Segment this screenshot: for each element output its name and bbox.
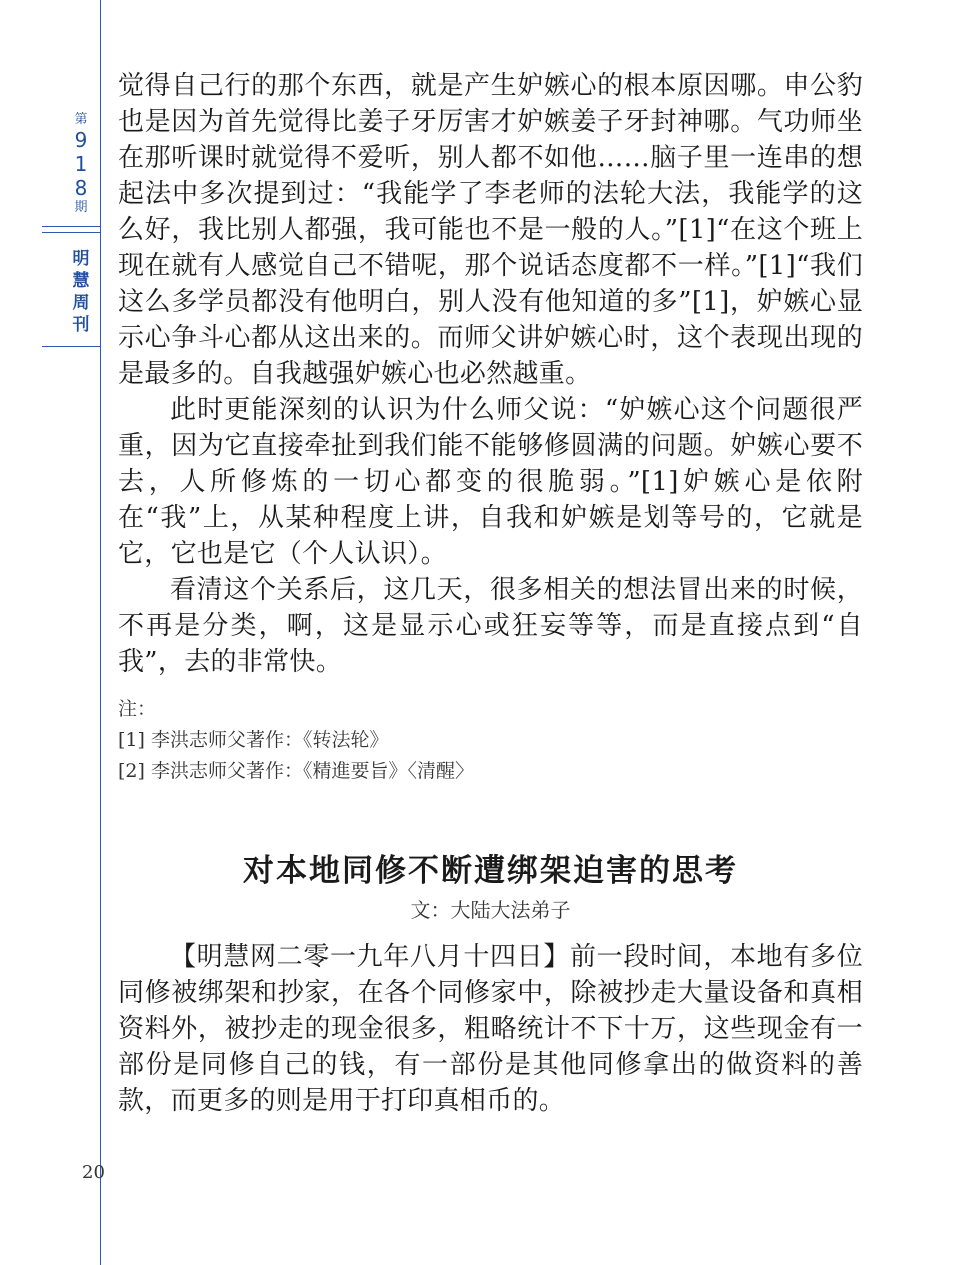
issue-digit: 9 bbox=[74, 128, 88, 152]
page-content bbox=[118, 68, 863, 1119]
magazine-char: 刊 bbox=[72, 315, 90, 335]
footnotes bbox=[118, 694, 863, 787]
page-number: 20 bbox=[82, 1162, 105, 1183]
issue-prefix: 第 bbox=[74, 112, 88, 127]
article-title: 对本地同修不断遭绑架迫害的思考 bbox=[243, 853, 738, 889]
footnote-item: [1] 李洪志师父著作：《转法轮》 bbox=[118, 729, 389, 751]
magazine-char: 明 bbox=[72, 249, 90, 269]
issue-digit: 8 bbox=[74, 176, 88, 200]
sidebar-rule-top bbox=[42, 226, 100, 227]
magazine-char: 慧 bbox=[72, 271, 90, 291]
body-paragraph: 此时更能深刻的认识为什么师父说：“妒嫉心这个问题很严重，因为它直接牵扯到我们能不能够修圆满的问题。妒嫉心要不去，人所修炼的一切心都变的很脆弱。”[1]妒嫉心是依附在“我”上，从某种程度上讲，自我和妒嫉是划等号的，它就是它，它也是它（个人认识）。 bbox=[118, 395, 863, 569]
issue-number bbox=[60, 112, 102, 216]
sidebar-rule-lower bbox=[42, 346, 100, 347]
issue-suffix: 期 bbox=[74, 200, 88, 215]
magazine-char: 周 bbox=[72, 293, 90, 313]
body-paragraph: 看清这个关系后，这几天，很多相关的想法冒出来的时候，不再是分类，啊，这是显示心或狂妄等等，而是直接点到“自我”，去的非常快。 bbox=[118, 575, 863, 677]
article-byline: 文：大陆大法弟子 bbox=[410, 898, 571, 922]
body-paragraph: 觉得自己行的那个东西，就是产生妒嫉心的根本原因哪。申公豹也是因为首先觉得比姜子牙厉害才妒嫉姜子牙封神哪。气功师坐在那听课时就觉得不爱听，别人都不如他……脑子里一连串的想起法中多次提到过：“我能学了李老师的法轮大法，我能学的这么好，我比别人都强，我可能也不是一般的人。”[1]“在这个班上现在就有人感觉自己不错呢，那个说话态度都不一样。”[1]“我们这么多学员都没有他明白，别人没有他知道的多”[1]，妒嫉心显示心争斗心都从这出来的。而师父讲妒嫉心时，这个表现出现的是最多的。自我越强妒嫉心也必然越重。 bbox=[118, 71, 863, 389]
footnote-item: [2] 李洪志师父著作：《精進要旨》〈清醒〉 bbox=[118, 760, 474, 782]
article-paragraph: 【明慧网二零一九年八月十四日】前一段时间，本地有多位同修被绑架和抄家，在各个同修家中，除被抄走大量设备和真相资料外，被抄走的现金很多，粗略统计不下十万，这些现金有一部份是同修自己的钱，有一部份是其他同修拿出的做资料的善款，而更多的则是用于打印真相币的。 bbox=[118, 942, 863, 1116]
magazine-name bbox=[60, 248, 102, 336]
issue-digit: 1 bbox=[74, 152, 88, 176]
footnotes-label: 注： bbox=[118, 698, 157, 720]
sidebar-rule-bottom bbox=[42, 232, 100, 233]
